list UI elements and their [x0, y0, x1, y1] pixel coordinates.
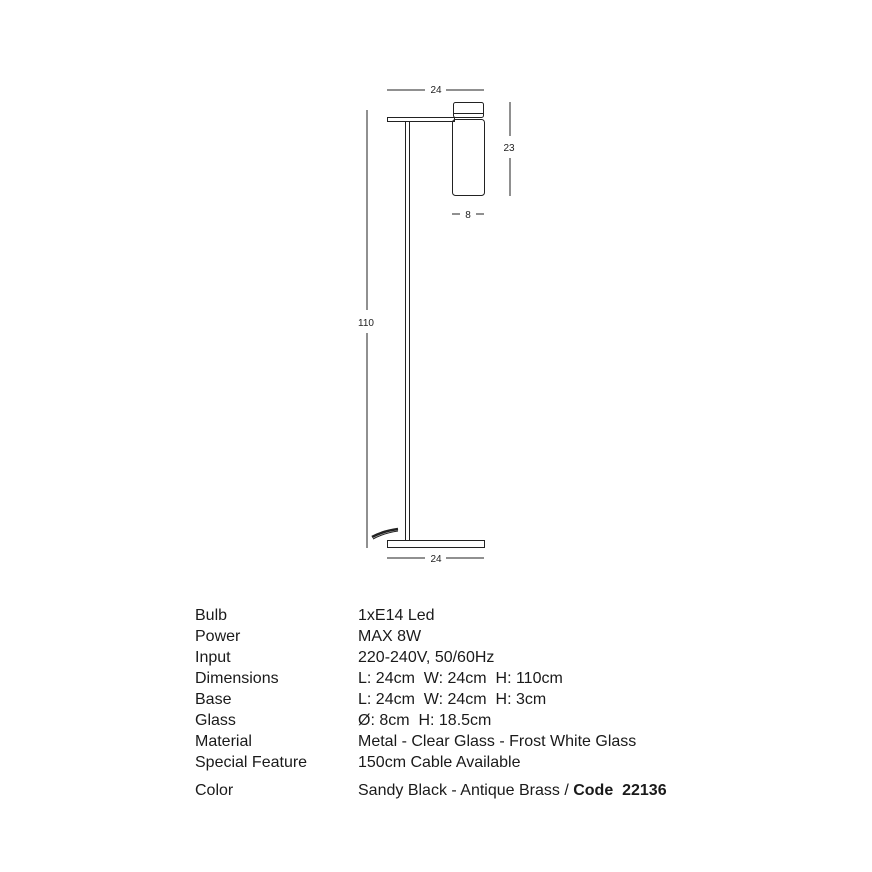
dim-label-total-height: 110 — [358, 318, 374, 329]
spec-value: Metal - Clear Glass - Frost White Glass — [358, 733, 637, 750]
shade-cap — [454, 103, 484, 118]
spec-row-material — [195, 731, 755, 752]
glass-shade — [453, 120, 485, 196]
spec-table — [195, 605, 755, 801]
spec-value — [358, 780, 755, 801]
color-value: Sandy Black - Antique Brass / — [358, 782, 574, 799]
spec-value: 1xE14 Led — [358, 607, 435, 624]
spec-row-base — [195, 689, 755, 710]
spec-value: Ø: 8cm H: 18.5cm — [358, 712, 492, 729]
spec-value: L: 24cm W: 24cm H: 110cm — [358, 670, 563, 687]
spec-row-special-feature — [195, 752, 755, 773]
spec-label: Input — [195, 649, 231, 666]
spec-label: Dimensions — [195, 670, 279, 687]
spec-label: Power — [195, 628, 241, 645]
spec-label: Special Feature — [195, 754, 308, 771]
spec-value: MAX 8W — [358, 628, 422, 645]
spec-label: Bulb — [195, 607, 228, 624]
power-cable — [372, 529, 398, 537]
spec-label: Base — [195, 691, 232, 708]
spec-label: Glass — [195, 712, 236, 729]
spec-row-glass — [195, 710, 755, 731]
spec-row-input — [195, 647, 755, 668]
dim-label-shade-diameter: 8 — [465, 210, 471, 221]
base-plate — [388, 541, 485, 548]
spec-label: Material — [195, 733, 252, 750]
spec-value: 220-240V, 50/60Hz — [358, 649, 495, 666]
spec-value: L: 24cm W: 24cm H: 3cm — [358, 691, 547, 708]
spec-label: Color — [195, 782, 234, 799]
spec-row-bulb — [195, 605, 755, 626]
spec-row-color — [195, 780, 755, 801]
dim-label-shade-height: 23 — [503, 143, 515, 154]
spec-value: 150cm Cable Available — [358, 754, 521, 771]
lamp-outline — [372, 103, 485, 548]
top-arm — [388, 118, 455, 122]
spec-row-dimensions — [195, 668, 755, 689]
dim-label-top-width: 24 — [430, 85, 442, 96]
dim-label-base-width: 24 — [430, 554, 442, 565]
product-code: Code 22136 — [573, 782, 667, 799]
spec-row-power — [195, 626, 755, 647]
